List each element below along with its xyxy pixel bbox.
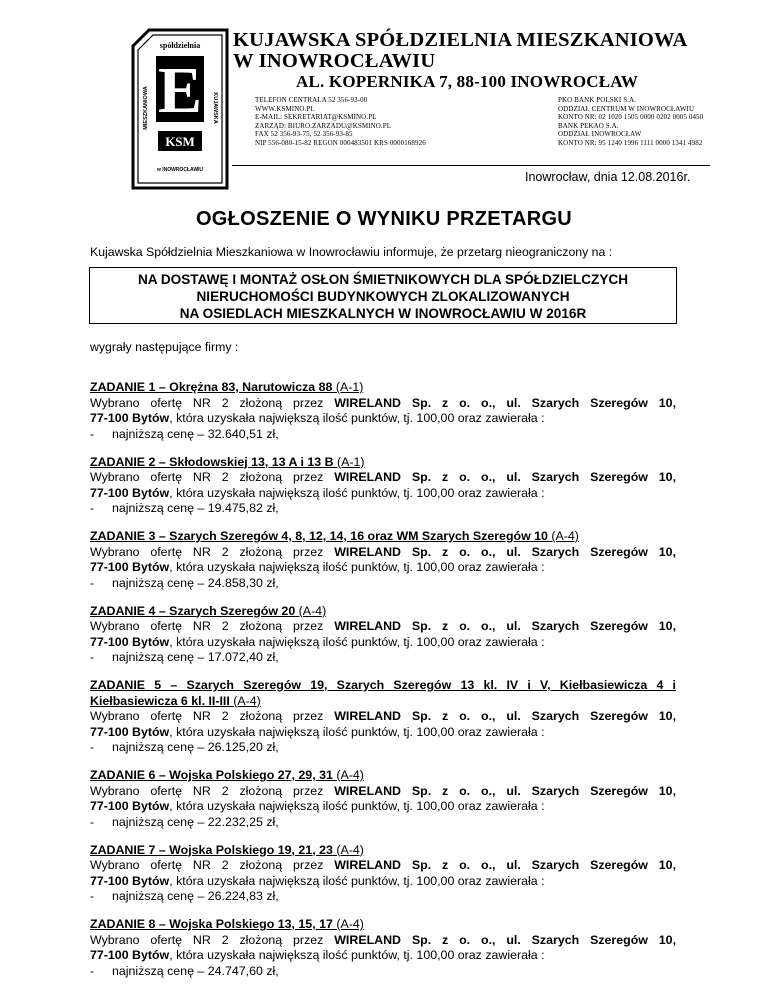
winning-company: WIRELAND Sp. z o. o., ul. Szarych Szeregów 10, <box>334 544 677 559</box>
company-city: 77-100 Bytów <box>90 560 170 574</box>
tender-subject-line: NA OSIEDLACH MIESZKALNYCH W INOWROCŁAWIU W 2016R <box>179 306 587 321</box>
header-divider <box>232 165 710 166</box>
award-text-continued <box>90 725 676 741</box>
bank-line: BANK PEKAO S.A. <box>558 121 619 130</box>
award-text-continued <box>90 411 676 427</box>
company-city: 77-100 Bytów <box>90 411 170 425</box>
task-title: ZADANIE 8 – Wojska Polskiego 13, 15, 17 <box>90 917 333 931</box>
task-code: (A-4) <box>547 529 579 543</box>
price-label: najniższą cenę – <box>112 740 208 754</box>
award-suffix: , która uzyskała największą ilość punktów, tj. 100,00 oraz zawierała : <box>169 411 545 425</box>
bullet-dash: - <box>90 814 95 829</box>
award-text <box>90 545 676 561</box>
contact-line: NIP 556-080-15-82 REGON 000483501 KRS 0000168926 <box>255 138 426 147</box>
bullet-dash: - <box>90 650 95 664</box>
task-heading <box>90 917 676 933</box>
task-code: (A-4) <box>229 693 261 708</box>
task-code: (A-4) <box>332 768 364 782</box>
svg-text:KSM: KSM <box>165 134 195 149</box>
price-label: najniższą cenę – <box>112 650 208 664</box>
price-value: 22.232,25 zł, <box>207 814 279 829</box>
price-line <box>90 650 676 666</box>
company-city: 77-100 Bytów <box>90 724 170 739</box>
price-value: 24.747,60 zł, <box>207 963 279 978</box>
winning-company: WIRELAND Sp. z o. o., ul. Szarych Szeregów 10, <box>334 709 677 723</box>
document-date: Inowrocław, dnia 12.08.2016r. <box>525 170 691 184</box>
company-city: 77-100 Bytów <box>90 948 170 962</box>
price-value: 24.858,30 zł, <box>207 575 279 590</box>
bank-line: PKO BANK POLSKI S.A. <box>558 96 637 104</box>
svg-text:E: E <box>157 54 203 127</box>
price-label: najniższą cenę – <box>112 426 208 441</box>
task-heading <box>90 678 676 709</box>
bullet-dash: - <box>90 889 95 903</box>
award-text-continued <box>90 635 676 651</box>
tender-subject-line: NA DOSTAWĘ I MONTAŻ OSŁON ŚMIETNIKOWYCH DLA SPÓŁDZIELCZYCH <box>137 272 629 287</box>
organization-name-line-2: W INOWROCŁAWIU <box>233 50 436 72</box>
task-heading <box>90 604 676 620</box>
award-suffix: , która uzyskała największą ilość punktów, tj. 100,00 oraz zawierała : <box>169 485 545 500</box>
ksm-logo <box>131 28 229 190</box>
award-prefix: Wybrano ofertę NR 2 złożoną przez <box>90 395 335 410</box>
tender-subject-box <box>89 267 677 324</box>
svg-text:KUJAWSKA: KUJAWSKA <box>212 92 218 124</box>
price-label: najniższą cenę – <box>112 814 208 829</box>
task-heading <box>90 843 676 859</box>
award-prefix: Wybrano ofertę NR 2 złożoną przez <box>90 544 335 559</box>
price-line <box>90 501 676 517</box>
task-code: (A-4) <box>295 603 327 618</box>
award-suffix: , która uzyskała największą ilość punktów, tj. 100,00 oraz zawierała : <box>169 873 545 888</box>
task-title: ZADANIE 7 – Wojska Polskiego 19, 21, 23 <box>90 842 333 857</box>
award-suffix: , która uzyskała największą ilość punktów, tj. 100,00 oraz zawierała : <box>169 560 545 574</box>
task-code: (A-1) <box>333 454 365 469</box>
task-title: ZADANIE 1 – Okrężna 83, Narutowicza 88 <box>90 380 333 394</box>
document-title: OGŁOSZENIE O WYNIKU PRZETARGU <box>195 208 573 230</box>
tender-subject-line: NIERUCHOMOŚCI BUDYNKOWYCH ZLOKALIZOWANYCH <box>196 289 570 304</box>
task-7 <box>90 843 676 905</box>
award-prefix: Wybrano ofertę NR 2 złożoną przez <box>90 783 335 798</box>
task-title: ZADANIE 2 – Skłodowskiej 13, 13 A i 13 B <box>90 454 334 469</box>
task-title: ZADANIE 4 – Szarych Szeregów 20 <box>90 603 296 618</box>
company-city: 77-100 Bytów <box>90 873 170 888</box>
company-city: 77-100 Bytów <box>90 634 170 649</box>
task-5 <box>90 678 676 756</box>
task-heading <box>90 529 676 545</box>
bank-line: ODDZIAŁ CENTRUM W INOWROCŁAWIU <box>558 104 695 113</box>
task-list <box>90 380 676 992</box>
task-code: (A-4) <box>332 917 364 931</box>
svg-text:spółdzielnia: spółdzielnia <box>159 41 201 50</box>
award-text-continued <box>90 799 676 815</box>
svg-text:MIESZKANIOWA: MIESZKANIOWA <box>143 86 149 130</box>
price-line <box>90 889 676 905</box>
organization-address: AL. KOPERNIKA 7, 88-100 INOWROCŁAW <box>296 72 639 91</box>
task-code: (A-1) <box>332 380 364 394</box>
task-title: ZADANIE 5 – Szarych Szeregów 19, Szarych Szeregów 13 kl. IV i V, Kiełbasiewicza 4 i Kiełbasiewicza 6 kl. II-III <box>90 678 676 708</box>
task-6 <box>90 768 676 830</box>
award-suffix: , która uzyskała największą ilość punktów, tj. 100,00 oraz zawierała : <box>169 724 545 739</box>
company-city: 77-100 Bytów <box>90 485 170 500</box>
award-suffix: , która uzyskała największą ilość punktów, tj. 100,00 oraz zawierała : <box>169 634 545 649</box>
task-title: ZADANIE 6 – Wojska Polskiego 27, 29, 31 <box>90 768 333 782</box>
award-text <box>90 784 676 800</box>
task-4 <box>90 604 676 666</box>
award-text <box>90 933 676 949</box>
award-text-continued <box>90 874 676 890</box>
award-text <box>90 619 676 635</box>
bank-line: KONTO NR: 02 1020 1505 0000 0202 0005 0450 <box>558 113 704 122</box>
task-heading <box>90 455 676 471</box>
contact-line: E-MAIL: SEKRETARIAT@KSMINO.PL <box>255 113 377 122</box>
contact-line: TELEFON CENTRALA 52 356-93-00 <box>255 96 368 104</box>
price-label: najniższą cenę – <box>112 575 208 590</box>
contact-details <box>255 96 426 148</box>
award-prefix: Wybrano ofertę NR 2 złożoną przez <box>90 932 335 947</box>
award-suffix: , która uzyskała największą ilość punktów, tj. 100,00 oraz zawierała : <box>169 948 545 962</box>
price-value: 19.475,82 zł, <box>207 501 279 515</box>
company-city: 77-100 Bytów <box>90 799 170 813</box>
award-text <box>90 396 676 412</box>
winners-intro: wygrały następujące firmy : <box>90 340 239 354</box>
bank-line: KONTO NR: 95 1240 1996 1111 0000 1341 4982 <box>558 138 703 147</box>
bullet-dash: - <box>90 740 95 754</box>
price-value: 17.072,40 zł, <box>207 650 279 664</box>
task-code: (A-4) <box>332 842 364 857</box>
bank-details <box>558 96 703 148</box>
price-label: najniższą cenę – <box>112 501 208 515</box>
task-1 <box>90 380 676 442</box>
award-prefix: Wybrano ofertę NR 2 złożoną przez <box>90 470 335 484</box>
award-text <box>90 709 676 725</box>
price-value: 26.125,20 zł, <box>207 740 279 754</box>
award-text <box>90 470 676 486</box>
contact-line: ZARZĄD: BIURO.ZARZADU@KSMINO.PL <box>255 121 392 130</box>
organization-name-line-1: KUJAWSKA SPÓŁDZIELNIA MIESZKANIOWA <box>233 29 688 51</box>
award-prefix: Wybrano ofertę NR 2 złożoną przez <box>90 709 335 723</box>
price-label: najniższą cenę – <box>112 963 208 978</box>
award-text-continued <box>90 486 676 502</box>
task-2 <box>90 455 676 517</box>
bullet-dash: - <box>90 426 95 441</box>
price-value: 32.640,51 zł, <box>207 426 279 441</box>
winning-company: WIRELAND Sp. z o. o., ul. Szarych Szeregów 10, <box>334 619 677 633</box>
price-value: 26.224,83 zł, <box>207 889 279 903</box>
task-8 <box>90 917 676 979</box>
organization-name <box>233 30 713 72</box>
bullet-dash: - <box>90 575 95 590</box>
task-heading <box>90 380 676 396</box>
task-3 <box>90 529 676 591</box>
winning-company: WIRELAND Sp. z o. o., ul. Szarych Szeregów 10, <box>334 395 677 410</box>
award-prefix: Wybrano ofertę NR 2 złożoną przez <box>90 619 335 633</box>
price-line <box>90 815 676 831</box>
award-text <box>90 858 676 874</box>
contact-line: FAX 52 356-93-75, 52 356-93-85 <box>255 130 353 139</box>
winning-company: WIRELAND Sp. z o. o., ul. Szarych Szeregów 10, <box>334 932 677 947</box>
award-prefix: Wybrano ofertę NR 2 złożoną przez <box>90 858 335 872</box>
intro-text: Kujawska Spółdzielnia Mieszkaniowa w Inowrocławiu informuje, że przetarg nieograniczony na : <box>90 245 613 259</box>
award-suffix: , która uzyskała największą ilość punktów, tj. 100,00 oraz zawierała : <box>169 799 545 813</box>
bullet-dash: - <box>90 501 95 515</box>
award-text-continued <box>90 560 676 576</box>
award-text-continued <box>90 948 676 964</box>
price-line <box>90 427 676 443</box>
bank-line: ODDZIAŁ INOWROCŁAW <box>558 130 642 139</box>
contact-line: WWW.KSMINO.PL <box>255 104 315 113</box>
task-title: ZADANIE 3 – Szarych Szeregów 4, 8, 12, 14, 16 oraz WM Szarych Szeregów 10 <box>90 529 548 543</box>
winning-company: WIRELAND Sp. z o. o., ul. Szarych Szeregów 10, <box>334 783 677 798</box>
price-line <box>90 576 676 592</box>
price-line <box>90 964 676 980</box>
price-label: najniższą cenę – <box>112 889 208 903</box>
svg-text:w INOWROCŁAWIU: w INOWROCŁAWIU <box>156 167 204 173</box>
bullet-dash: - <box>90 963 95 978</box>
winning-company: WIRELAND Sp. z o. o., ul. Szarych Szeregów 10, <box>334 858 677 872</box>
winning-company: WIRELAND Sp. z o. o., ul. Szarych Szeregów 10, <box>334 470 677 484</box>
price-line <box>90 740 676 756</box>
task-heading <box>90 768 676 784</box>
